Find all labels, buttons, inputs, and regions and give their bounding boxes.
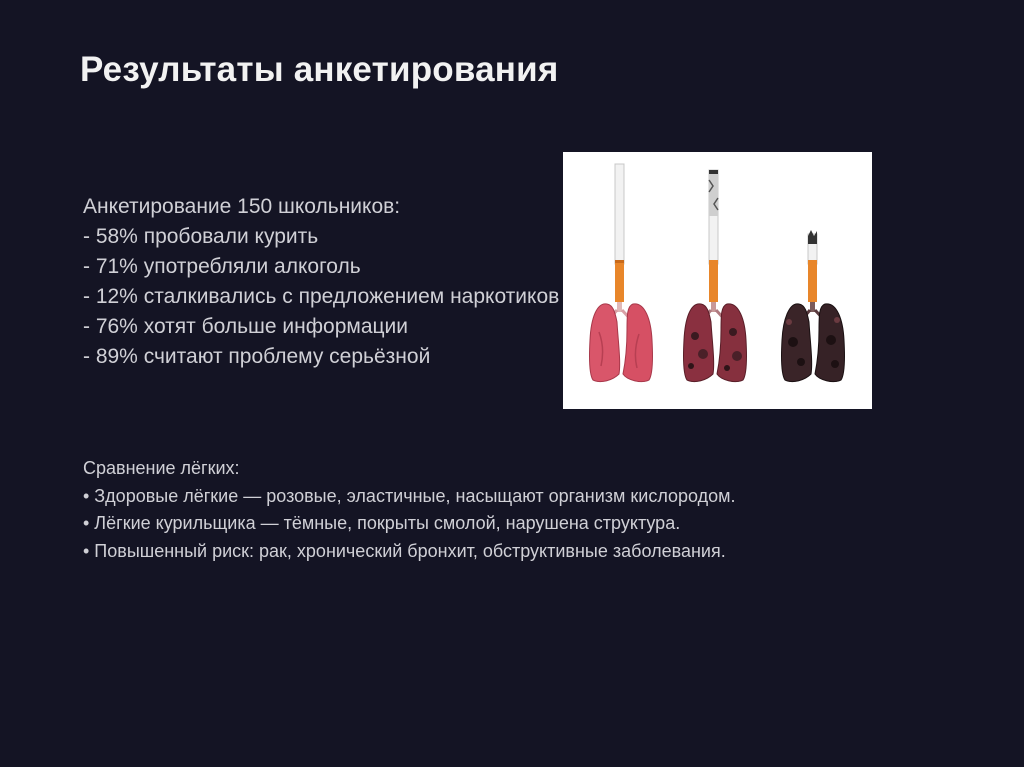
survey-item: - 76% хотят больше информации [83, 315, 408, 338]
survey-item: - 71% употребляли алкоголь [83, 255, 361, 278]
survey-item: - 12% сталкивались с предложением наркотиков [83, 285, 560, 308]
lungs-cigarettes-icon [563, 152, 872, 409]
comparison-item: • Повышенный риск: рак, хронический бронхит, обструктивные заболевания. [83, 540, 726, 561]
survey-item: - 89% считают проблему серьёзной [83, 345, 431, 368]
comparison-block [83, 455, 736, 565]
survey-item: - 58% пробовали курить [83, 225, 319, 248]
comparison-heading: Сравнение лёгких: [83, 458, 240, 478]
slide-title: Результаты анкетирования [80, 50, 559, 89]
lungs-cigarettes-image [563, 152, 872, 409]
comparison-item: • Лёгкие курильщика — тёмные, покрыты смолой, нарушена структура. [83, 513, 681, 533]
survey-heading: Анкетирование 150 школьников: [83, 195, 401, 218]
comparison-item: • Здоровые лёгкие — розовые, эластичные, насыщают организм кислородом. [83, 485, 736, 506]
survey-block [83, 192, 559, 372]
